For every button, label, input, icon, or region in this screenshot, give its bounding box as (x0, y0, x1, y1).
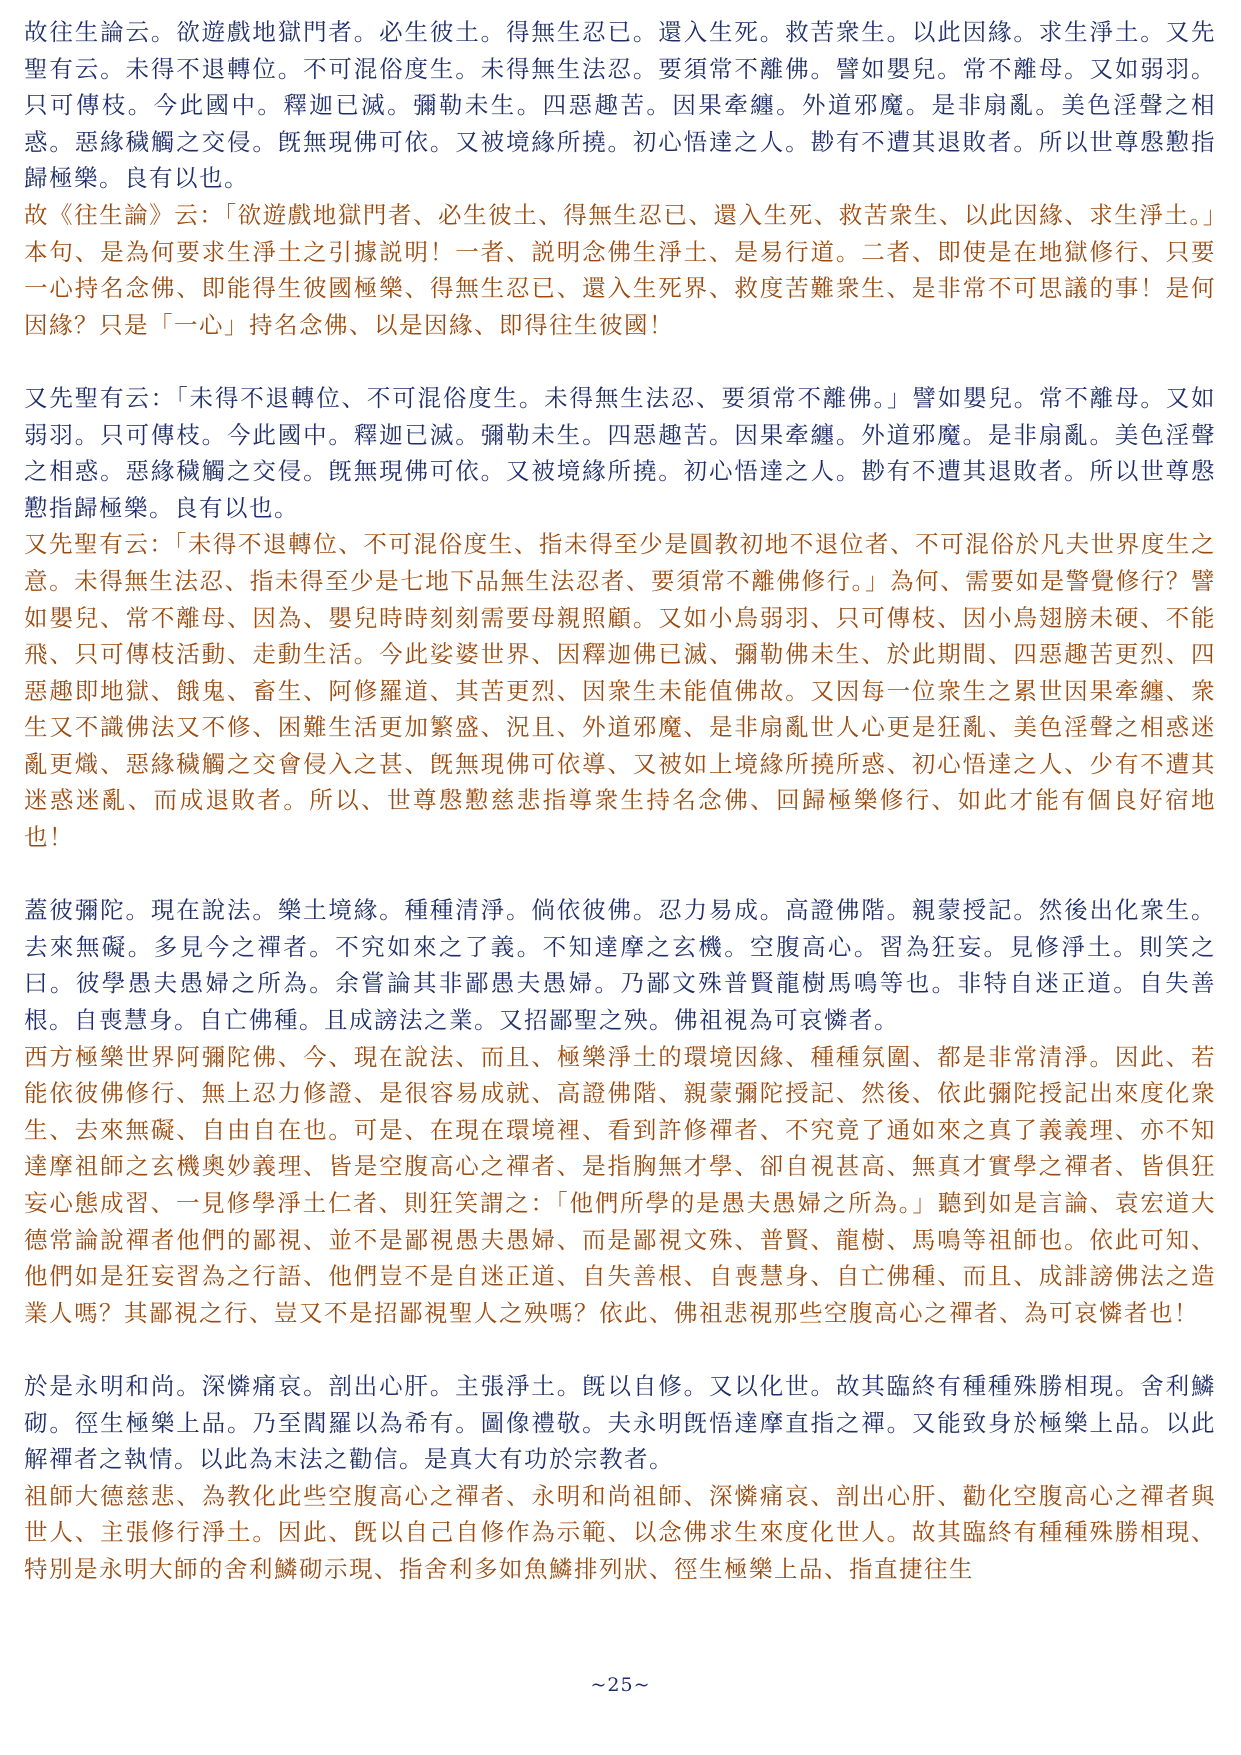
paragraph-gap (24, 1331, 1216, 1368)
commentary-text-1: 故《往生論》云：「欲遊戲地獄門者、必生彼土、得無生忍已、還入生死、救苦衆生、以此因緣、求生淨土。」本句、是為何要求生淨土之引據説明！一者、説明念佛生淨土、是易行道。二者、即使是在地獄修行、只要一心持名念佛、即能得生彼國極樂、得無生忍已、還入生死界、救度苦難衆生、是非常不可思議的事！是何因緣？只是「一心」持名念佛、以是因緣、即得往生彼國！ (24, 200, 1216, 339)
original-text-2: 又先聖有云：「未得不退轉位、不可混俗度生。未得無生法忍、要須常不離佛。」譬如嬰兒。常不離母。又如弱羽。只可傳枝。今此國中。釋迦已滅。彌勒未生。四惡趣苦。因果牽纏。外道邪魔。是非扇亂。美色淫聲之相惑。惡緣穢觸之交侵。旣無現佛可依。又被境緣所撓。初心悟達之人。尠有不遭其退敗者。所以世尊慇懃指歸極樂。良有以也。 (24, 383, 1216, 522)
commentary-text-2: 又先聖有云：「未得不退轉位、不可混俗度生、指未得至少是圓教初地不退位者、不可混俗於凡夫世界度生之意。未得無生法忍、指未得至少是七地下品無生法忍者、要須常不離佛修行。」為何、需要如是警覺修行？譬如嬰兒、常不離母、因為、嬰兒時時刻刻需要母親照顧。又如小鳥弱羽、只可傳枝、因小鳥翅膀未硬、不能飛、只可傳枝活動、走動生活。今此娑婆世界、因釋迦佛已滅、彌勒佛未生、於此期間、四惡趣苦更烈、四惡趣即地獄、餓鬼、畜生、阿修羅道、其苦更烈、因衆生未能值佛故。又因每一位衆生之累世因果牽纏、衆生又不識佛法又不修、困難生活更加繁盛、況且、外道邪魔、是非扇亂世人心更是狂亂、美色淫聲之相惑迷亂更熾、惡緣穢觸之交會侵入之甚、旣無現佛可依導、又被如上境緣所撓所惑、初心悟達之人、少有不遭其迷惑迷亂、而成退敗者。所以、世尊慇懃慈悲指導衆生持名念佛、回歸極樂修行、如此才能有個良好宿地也！ (24, 530, 1216, 852)
original-text-3: 蓋彼彌陀。現在說法。樂土境緣。種種清淨。倘依彼佛。忍力易成。高證佛階。親蒙授記。然後出化衆生。去來無礙。多見今之禪者。不究如來之了義。不知達摩之玄機。空腹高心。習為狂妄。見修淨土。則笑之曰。彼學愚夫愚婦之所為。余嘗論其非鄙愚夫愚婦。乃鄙文殊普賢龍樹馬鳴等也。非特自迷正道。自失善根。自喪慧身。自亡佛種。且成謗法之業。又招鄙聖之殃。佛祖視為可哀憐者。 (24, 896, 1216, 1035)
commentary-text-4: 祖師大德慈悲、為教化此些空腹高心之禪者、永明和尚祖師、深憐痛哀、剖出心肝、勸化空腹高心之禪者與世人、主張修行淨土。因此、旣以自己自修作為示範、以念佛求生來度化世人。故其臨終有種種殊勝相現、特別是永明大師的舍利鱗砌示現、指舍利多如魚鱗排列狀、徑生極樂上品、指直捷往生 (24, 1481, 1216, 1583)
original-text-4: 於是永明和尚。深憐痛哀。剖出心肝。主張淨土。旣以自修。又以化世。故其臨終有種種殊勝相現。舍利鱗砌。徑生極樂上品。乃至閻羅以為希有。圖像禮敬。夫永明旣悟達摩直指之禪。又能致身於極樂上品。以此解禪者之執情。以此為末法之勸信。是真大有功於宗教者。 (24, 1371, 1216, 1474)
original-text-1: 故往生論云。欲遊戲地獄門者。必生彼土。得無生忍已。還入生死。救苦衆生。以此因緣。求生淨土。又先聖有云。未得不退轉位。不可混俗度生。未得無生法忍。要須常不離佛。譬如嬰兒。常不離母。又如弱羽。只可傳枝。今此國中。釋迦已滅。彌勒未生。四惡趣苦。因果牽纏。外道邪魔。是非扇亂。美色淫聲之相惑。惡緣穢觸之交侵。旣無現佛可依。又被境緣所撓。初心悟達之人。尠有不遭其退敗者。所以世尊慇懃指歸極樂。良有以也。 (24, 18, 1216, 193)
paragraph-gap (24, 856, 1216, 893)
commentary-text-3: 西方極樂世界阿彌陀佛、今、現在說法、而且、極樂淨土的環境因緣、種種氛圍、都是非常清淨。因此、若能依彼佛修行、無上忍力修證、是很容易成就、高證佛階、親蒙彌陀授記、然後、依此彌陀授記出來度化衆生、去來無礙、自由自在也。可是、在現在環境裡、看到許修禪者、不究竟了通如來之真了義義理、亦不知達摩祖師之玄機奧妙義理、皆是空腹高心之禪者、是指胸無才學、卻自視甚高、無真才實學之禪者、皆俱狂妄心態成習、一見修學淨土仁者、則狂笑謂之：「他們所學的是愚夫愚婦之所為。」聽到如是言論、袁宏道大德常論說禪者他們的鄙視、並不是鄙視愚夫愚婦、而是鄙視文殊、普賢、龍樹、馬鳴等祖師也。依此可知、他們如是狂妄習為之行語、他們豈不是自迷正道、自失善根、自喪慧身、自亡佛種、而且、成誹謗佛法之造業人嗎？其鄙視之行、豈又不是招鄙視聖人之殃嗎？依此、佛祖悲視那些空腹高心之禪者、為可哀憐者也！ (24, 1042, 1216, 1327)
paragraph-gap (24, 343, 1216, 380)
document-body (24, 14, 1216, 1588)
page-number: ~25~ (590, 1674, 651, 1696)
